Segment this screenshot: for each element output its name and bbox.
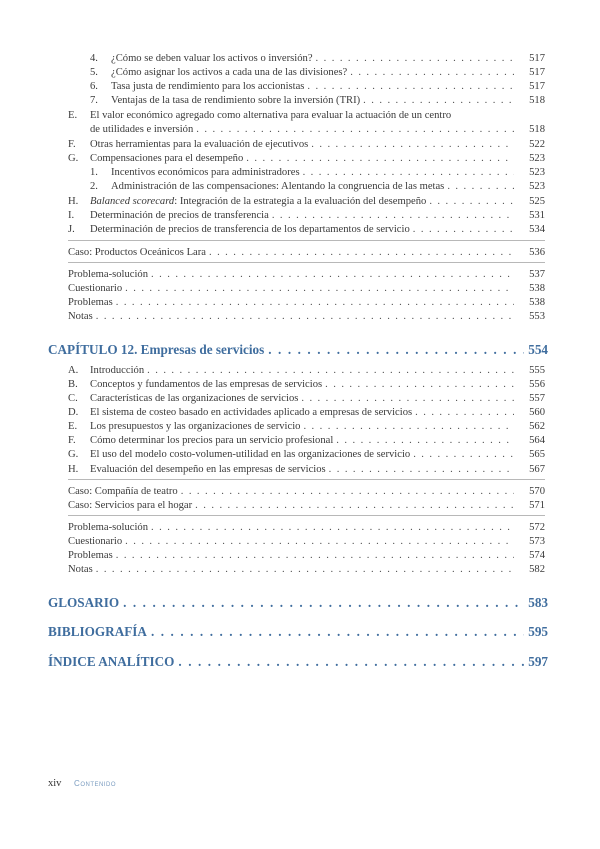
section-divider: [68, 240, 545, 241]
entry-title: Introducción: [90, 365, 145, 376]
entry-page: 567: [529, 464, 545, 475]
dot-leader: [329, 463, 514, 476]
dot-leader: [415, 406, 514, 419]
entry-page: 517: [529, 53, 545, 64]
entry-number: E.: [68, 421, 78, 432]
dot-leader: [195, 499, 514, 512]
entry-page: 573: [529, 536, 545, 547]
dot-leader: [196, 123, 514, 136]
entry-title: El valor económico agregado como alternativa para evaluar la actuación de un centro: [90, 110, 452, 121]
entry-page: 572: [529, 522, 545, 533]
toc-entry: [90, 52, 545, 65]
toc-entry: [68, 463, 545, 476]
dot-leader: [246, 152, 514, 165]
entry-title: Cuestionario: [68, 283, 123, 294]
entry-title: Ventajas de la tasa de rendimiento sobre la inversión (TRI): [111, 95, 361, 106]
toc-entry: [68, 563, 545, 576]
entry-title: Problemas: [68, 297, 113, 308]
toc-entry: [68, 434, 545, 447]
dot-leader: [125, 282, 514, 295]
dot-leader: [181, 485, 514, 498]
dot-leader: [147, 364, 514, 377]
entry-page: 564: [529, 435, 545, 446]
entry-page: 538: [529, 297, 545, 308]
entry-title: Cómo determinar los precios para un servicio profesional: [90, 435, 334, 446]
dot-leader: [325, 378, 514, 391]
entry-page: 518: [529, 124, 545, 135]
dot-leader: [125, 535, 514, 548]
entry-title: Tasa justa de rendimiento para los accionistas: [111, 81, 305, 92]
entry-title: Conceptos y fundamentos de las empresas de servicios: [90, 379, 323, 390]
toc-entry: [68, 378, 545, 391]
entry-title: Problemas: [68, 550, 113, 561]
dot-leader: [350, 66, 514, 79]
entry-number: H.: [68, 464, 79, 475]
section-divider: [68, 262, 545, 263]
toc-entry: [68, 549, 545, 562]
heading-page: 595: [528, 624, 548, 639]
entry-title-italic: Balanced scorecard: [90, 196, 175, 207]
entry-title: Características de las organizaciones de servicios: [90, 393, 299, 404]
toc-entry: [68, 296, 545, 309]
bibliografia-heading: [48, 624, 548, 640]
dot-leader: [307, 80, 514, 93]
chapter-page: 554: [528, 342, 548, 357]
entry-title: Cuestionario: [68, 536, 123, 547]
entry-page: 517: [529, 67, 545, 78]
indice-heading: [48, 654, 548, 670]
case-title: Caso: Compañía de teatro: [68, 486, 178, 497]
heading-title: ÍNDICE ANALÍTICO: [48, 654, 175, 669]
toc-entry: [68, 310, 545, 323]
running-section-title: Contenido: [74, 779, 116, 788]
entry-title-rest: : Integración de la estrategia a la evaluación del desempeño: [174, 196, 427, 207]
entry-number: F.: [68, 435, 76, 446]
entry-number: A.: [68, 365, 79, 376]
toc-entry: [90, 94, 545, 107]
dot-leader: [178, 654, 524, 670]
toc-entry: [68, 535, 545, 548]
section-divider: [68, 479, 545, 480]
toc-entry: [68, 152, 545, 165]
page-number: xiv: [48, 778, 62, 789]
entry-page: 523: [529, 153, 545, 164]
entry-page: 531: [529, 210, 545, 221]
entry-title: Notas: [68, 311, 93, 322]
dot-leader: [209, 246, 514, 259]
entry-page: 523: [529, 167, 545, 178]
toc-entry: [68, 209, 545, 222]
entry-page: 523: [529, 181, 545, 192]
toc-entry: [90, 66, 545, 79]
entry-number: 2.: [90, 181, 98, 192]
entry-title: [90, 195, 426, 208]
dot-leader: [301, 392, 514, 405]
entry-number: 6.: [90, 81, 98, 92]
entry-number: C.: [68, 393, 78, 404]
entry-number: E.: [68, 110, 78, 121]
entry-page: 570: [529, 486, 545, 497]
entry-title: Evaluación del desempeño en las empresas de servicios: [90, 464, 326, 475]
entry-number: 7.: [90, 95, 98, 106]
entry-page: 557: [529, 393, 545, 404]
entry-page: 517: [529, 81, 545, 92]
entry-number: 5.: [90, 67, 98, 78]
case-entry: [68, 499, 545, 512]
entry-title: Otras herramientas para la evaluación de ejecutivos: [90, 139, 309, 150]
dot-leader: [96, 310, 514, 323]
chapter-title: CAPÍTULO 12. Empresas de servicios: [48, 342, 265, 357]
toc-entry-line2: [90, 123, 545, 136]
entry-number: 1.: [90, 167, 98, 178]
entry-title: Incentivos económicos para administradores: [111, 167, 300, 178]
entry-number: H.: [68, 196, 79, 207]
entry-page: 538: [529, 283, 545, 294]
entry-page: 555: [529, 365, 545, 376]
entry-page: 556: [529, 379, 545, 390]
entry-title: El sistema de costeo basado en actividades aplicado a empresas de servicios: [90, 407, 413, 418]
dot-leader: [96, 563, 514, 576]
entry-title: Problema-solución: [68, 522, 149, 533]
dot-leader: [272, 209, 514, 222]
entry-title: El uso del modelo costo-volumen-utilidad en las organizaciones de servicio: [90, 449, 411, 460]
entry-number: G.: [68, 449, 79, 460]
dot-leader: [336, 434, 514, 447]
entry-title: ¿Cómo asignar los activos a cada una de las divisiones?: [111, 67, 348, 78]
dot-leader: [151, 268, 514, 281]
entry-title: Determinación de precios de transferencia de los departamentos de servicio: [90, 224, 410, 235]
entry-title: Compensaciones para el desempeño: [90, 153, 244, 164]
toc-entry: [68, 420, 545, 433]
entry-title: Problema-solución: [68, 269, 149, 280]
glosario-heading: [48, 595, 548, 611]
dot-leader: [116, 296, 514, 309]
entry-page: 574: [529, 550, 545, 561]
toc-entry: [68, 268, 545, 281]
entry-page: 562: [529, 421, 545, 432]
entry-page: 565: [529, 449, 545, 460]
toc-entry: [68, 138, 545, 151]
dot-leader: [413, 223, 514, 236]
entry-title: Determinación de precios de transferencia: [90, 210, 269, 221]
dot-leader: [151, 624, 524, 640]
dot-leader: [303, 420, 514, 433]
dot-leader: [413, 448, 514, 461]
entry-title: ¿Cómo se deben valuar los activos o inversión?: [111, 53, 313, 64]
case-entry: [68, 246, 545, 259]
toc-entry: [68, 448, 545, 461]
toc-entry: [68, 223, 545, 236]
page-footer: [48, 778, 116, 789]
heading-title: GLOSARIO: [48, 595, 120, 610]
toc-entry: [68, 406, 545, 419]
entry-number: B.: [68, 379, 78, 390]
toc-entry: [68, 282, 545, 295]
entry-page: 537: [529, 269, 545, 280]
entry-page: 560: [529, 407, 545, 418]
dot-leader: [429, 195, 514, 208]
toc-entry: [68, 392, 545, 405]
entry-page: 534: [529, 224, 545, 235]
entry-title: Los presupuestos y las organizaciones de servicio: [90, 421, 301, 432]
case-title: Caso: Productos Oceánicos Lara: [68, 247, 206, 258]
dot-leader: [311, 138, 514, 151]
entry-number: G.: [68, 153, 79, 164]
case-title: Caso: Servicios para el hogar: [68, 500, 193, 511]
entry-title-continued: de utilidades e inversión: [90, 124, 194, 135]
heading-page: 583: [528, 595, 548, 610]
heading-page: 597: [528, 654, 548, 669]
entry-title: Administración de las compensaciones: Alentando la congruencia de las metas: [111, 181, 445, 192]
entry-page: 525: [529, 196, 545, 207]
entry-number: I.: [68, 210, 75, 221]
dot-leader: [303, 166, 514, 179]
toc-entry: [90, 80, 545, 93]
dot-leader: [447, 180, 514, 193]
entry-number: F.: [68, 139, 76, 150]
entry-title: Notas: [68, 564, 93, 575]
toc-entry: [90, 166, 545, 179]
toc-entry: [68, 521, 545, 534]
entry-page: 522: [529, 139, 545, 150]
chapter-heading: [48, 342, 548, 358]
entry-number: D.: [68, 407, 79, 418]
dot-leader: [151, 521, 514, 534]
dot-leader: [116, 549, 514, 562]
dot-leader: [123, 595, 524, 611]
heading-title: BIBLIOGRAFÍA: [48, 624, 147, 639]
toc-entry: [68, 195, 545, 208]
entry-number: J.: [68, 224, 75, 235]
case-entry: [68, 485, 545, 498]
toc-entry: [68, 364, 545, 377]
dot-leader: [268, 342, 524, 358]
entry-number: 4.: [90, 53, 98, 64]
dot-leader: [363, 94, 514, 107]
toc-entry-line1: [68, 109, 451, 122]
section-divider: [68, 515, 545, 516]
entry-page: 582: [529, 564, 545, 575]
entry-page: 536: [529, 247, 545, 258]
entry-page: 518: [529, 95, 545, 106]
entry-page: 553: [529, 311, 545, 322]
dot-leader: [316, 52, 514, 65]
toc-entry: [90, 180, 545, 193]
entry-page: 571: [529, 500, 545, 511]
